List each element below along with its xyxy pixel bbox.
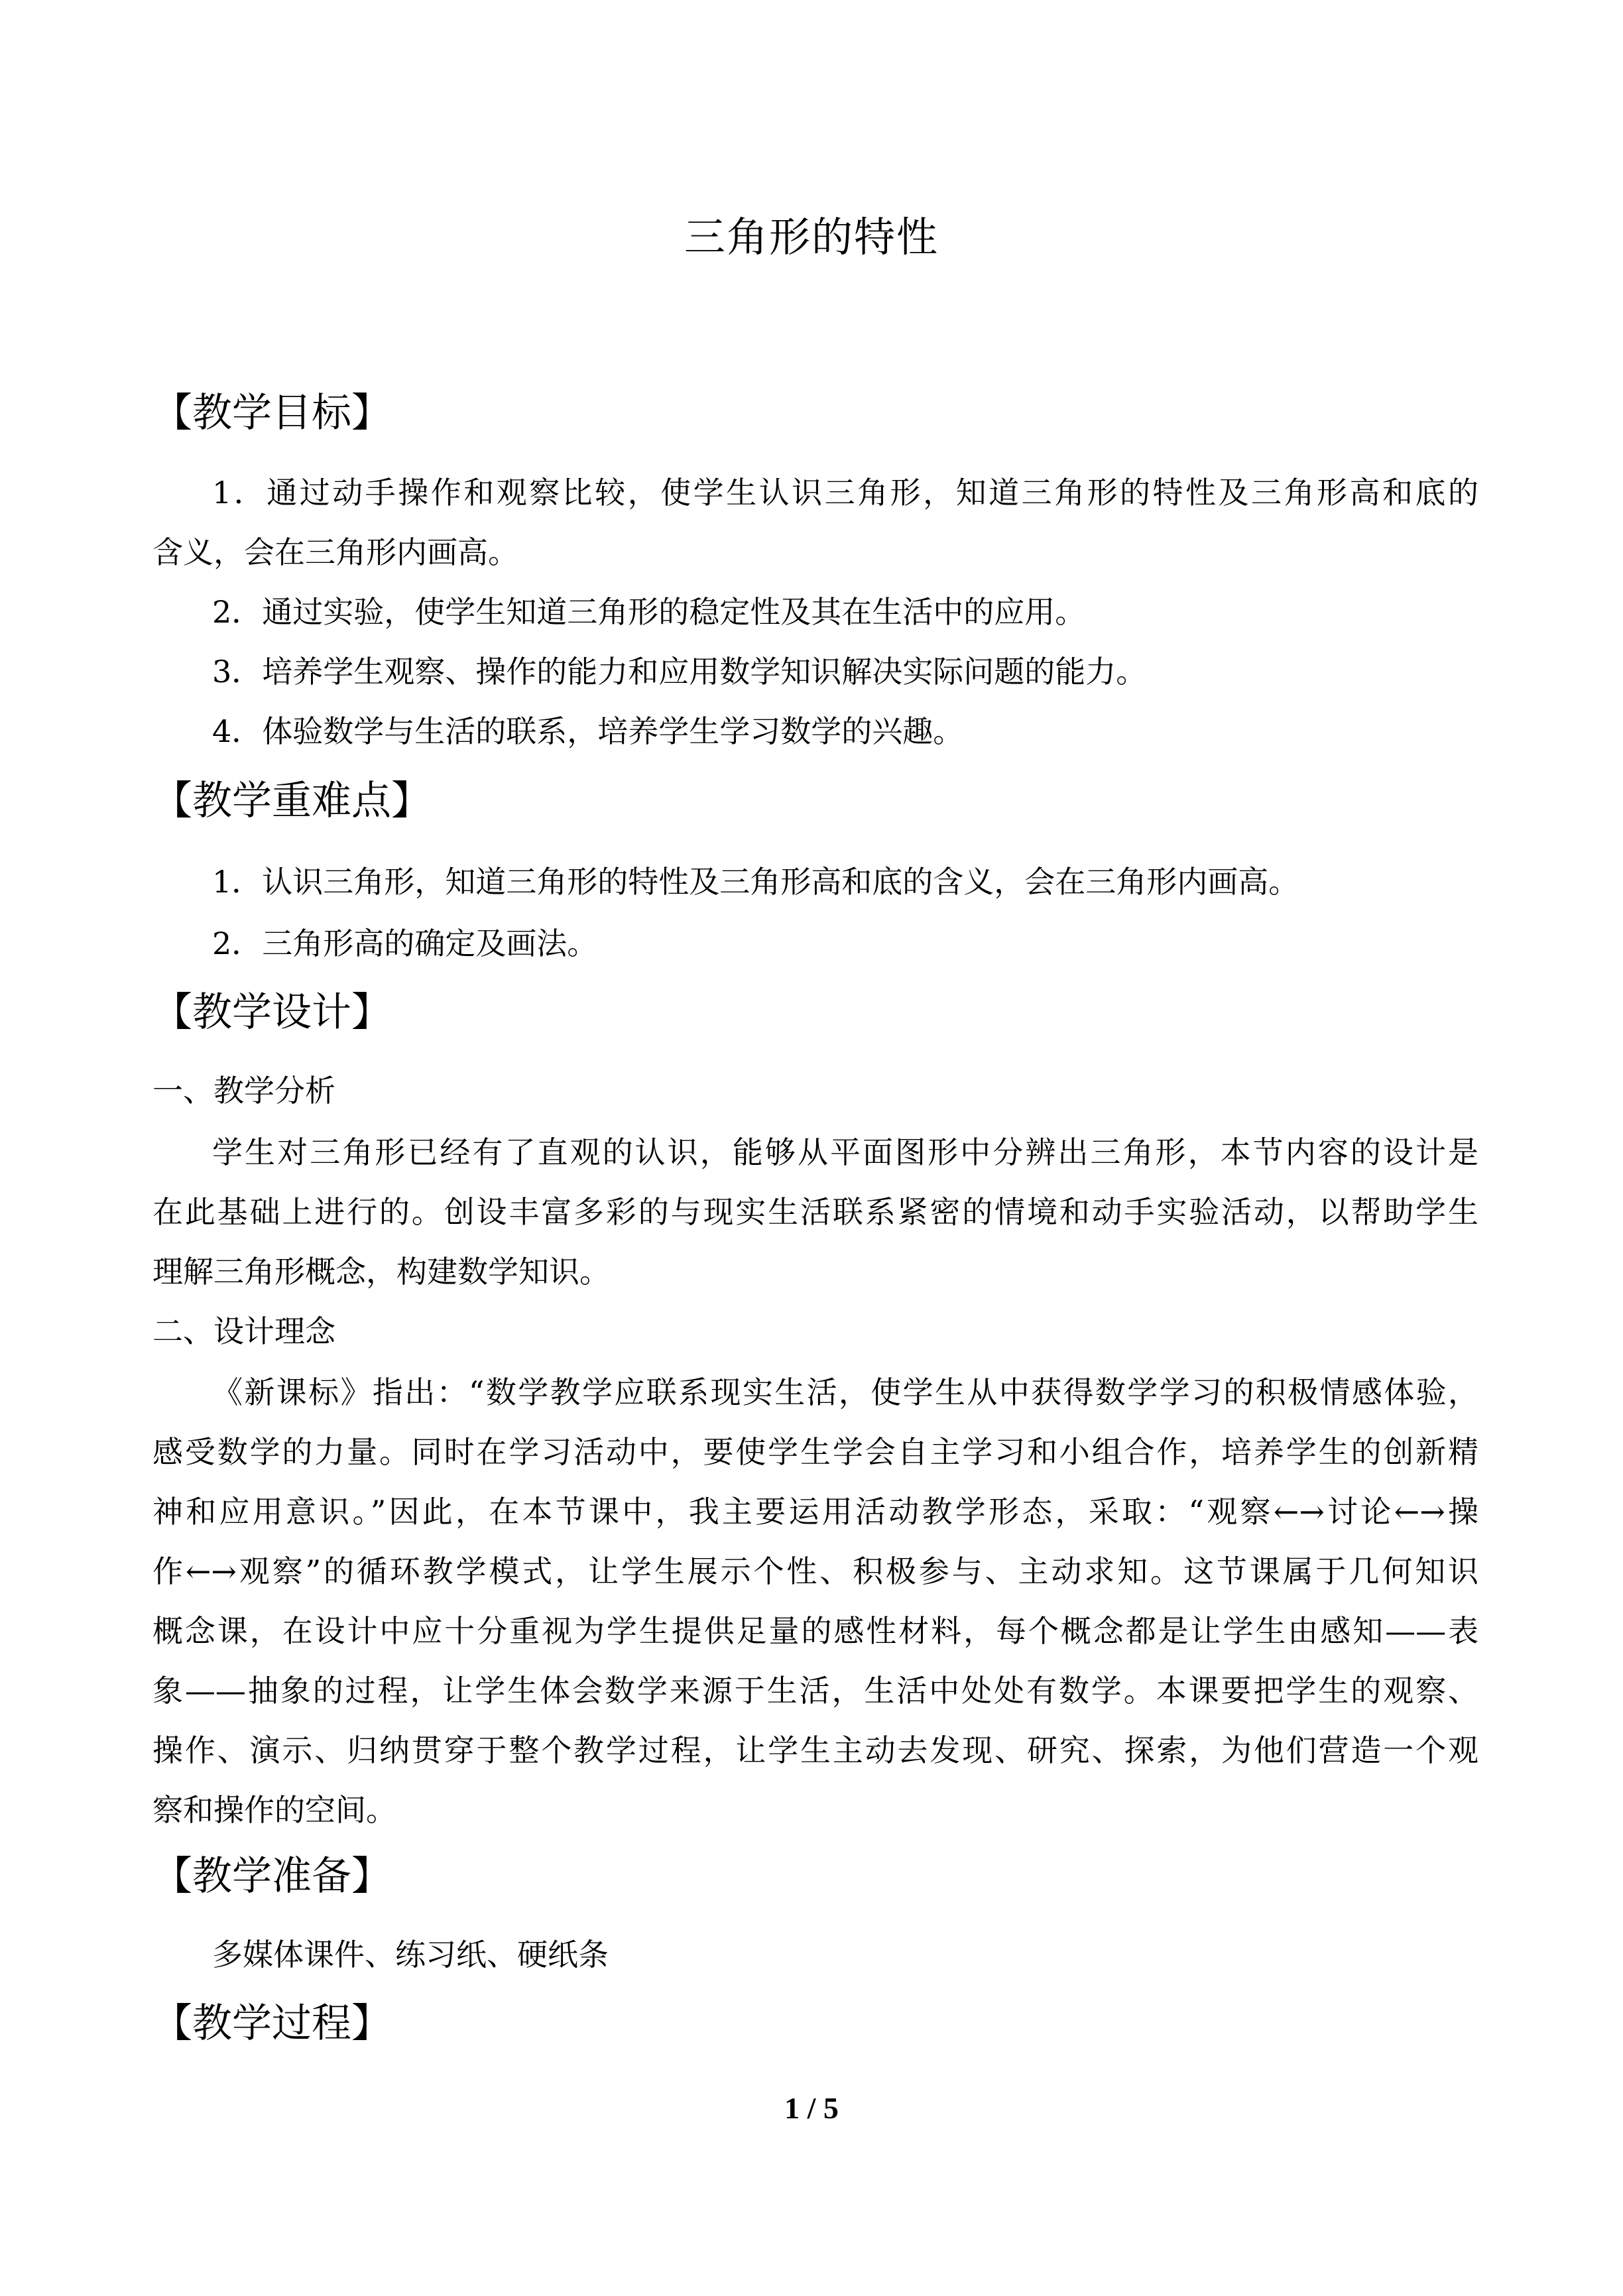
objective-line-2: 2．通过实验，使学生知道三角形的稳定性及其在生活中的应用。 bbox=[212, 594, 1086, 630]
heading-process: 【教学过程】 bbox=[152, 2000, 391, 2047]
concept-line-4: 作←→观察”的循环教学模式，让学生展示个性、积极参与、主动求知。这节课属于几何知识 bbox=[152, 1553, 1478, 1589]
analysis-line-1: 学生对三角形已经有了直观的认识，能够从平面图形中分辨出三角形，本节内容的设计是 bbox=[212, 1134, 1478, 1170]
key-point-line-1: 1．认识三角形，知道三角形的特性及三角形高和底的含义，会在三角形内画高。 bbox=[212, 864, 1299, 900]
objective-line-3: 3．培养学生观察、操作的能力和应用数学知识解决实际问题的能力。 bbox=[212, 654, 1147, 690]
page-number: 1 / 5 bbox=[784, 2091, 839, 2125]
heading-objectives: 【教学目标】 bbox=[152, 390, 391, 436]
design-analysis-title: 一、教学分析 bbox=[152, 1073, 335, 1109]
concept-line-8: 察和操作的空间。 bbox=[152, 1792, 396, 1828]
concept-line-1: 《新课标》指出：“数学教学应联系现实生活，使学生从中获得数学学习的积极情感体验， bbox=[212, 1374, 1478, 1410]
preparation-text: 多媒体课件、练习纸、硬纸条 bbox=[212, 1937, 609, 1972]
key-point-line-2: 2．三角形高的确定及画法。 bbox=[212, 926, 598, 961]
analysis-line-2: 在此基础上进行的。创设丰富多彩的与现实生活联系紧密的情境和动手实验活动，以帮助学生 bbox=[152, 1194, 1478, 1230]
heading-key-points: 【教学重难点】 bbox=[152, 778, 431, 824]
design-concept-title: 二、设计理念 bbox=[152, 1313, 335, 1349]
concept-line-5: 概念课，在设计中应十分重视为学生提供足量的感性材料，每个概念都是让学生由感知——表 bbox=[152, 1613, 1478, 1649]
heading-preparation: 【教学准备】 bbox=[152, 1853, 391, 1900]
heading-design: 【教学设计】 bbox=[152, 989, 391, 1036]
document-title: 三角形的特性 bbox=[684, 213, 939, 261]
concept-line-7: 操作、演示、归纳贯穿于整个教学过程，让学生主动去发现、研究、探索，为他们营造一个观 bbox=[152, 1732, 1478, 1768]
analysis-line-3: 理解三角形概念，构建数学知识。 bbox=[152, 1254, 610, 1290]
concept-line-2: 感受数学的力量。同时在学习活动中，要使学生学会自主学习和小组合作，培养学生的创新精 bbox=[152, 1434, 1478, 1470]
objective-line-1-cont: 含义，会在三角形内画高。 bbox=[152, 534, 518, 570]
concept-line-6: 象——抽象的过程，让学生体会数学来源于生活，生活中处处有数学。本课要把学生的观察、 bbox=[152, 1673, 1478, 1709]
concept-line-3: 神和应用意识。”因此，在本节课中，我主要运用活动教学形态，采取：“观察←→讨论←→操 bbox=[152, 1494, 1478, 1530]
objective-line-1: 1．通过动手操作和观察比较，使学生认识三角形，知道三角形的特性及三角形高和底的 bbox=[212, 475, 1478, 511]
objective-line-4: 4．体验数学与生活的联系，培养学生学习数学的兴趣。 bbox=[212, 713, 964, 749]
